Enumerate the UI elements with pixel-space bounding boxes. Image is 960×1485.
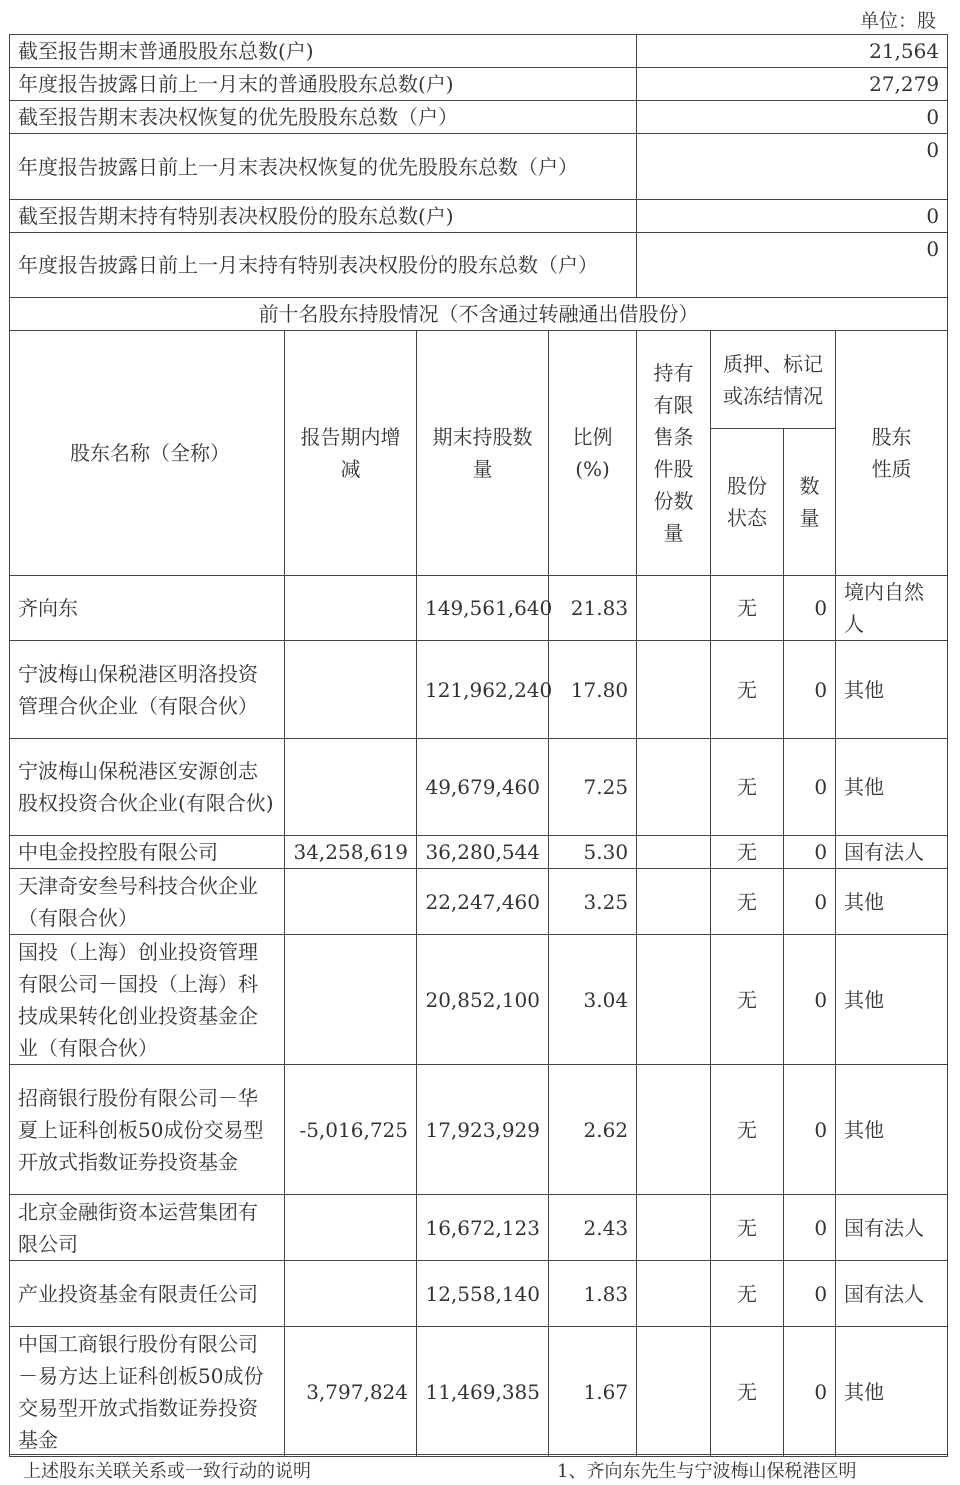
summary-label: 截至报告期末普通股股东总数(户) <box>10 35 637 68</box>
cell-restricted <box>637 1195 711 1261</box>
cell-name: 北京金融街资本运营集团有限公司 <box>10 1195 285 1261</box>
cell-status: 无 <box>711 1195 784 1261</box>
cell-name: 天津奇安叁号科技合伙企业（有限合伙） <box>10 869 285 935</box>
cell-qty: 0 <box>784 935 836 1065</box>
summary-value: 21,564 <box>637 35 948 68</box>
cell-nature: 其他 <box>836 739 948 836</box>
cell-restricted <box>637 869 711 935</box>
cell-ratio: 2.62 <box>549 1065 637 1195</box>
summary-row <box>10 35 948 68</box>
cell-restricted <box>637 1327 711 1457</box>
table-row <box>10 1195 948 1261</box>
cell-nature: 其他 <box>836 1065 948 1195</box>
cell-qty: 0 <box>784 1065 836 1195</box>
header-ratio: 比例(%) <box>549 331 637 576</box>
cell-nature: 国有法人 <box>836 836 948 869</box>
cell-name: 齐向东 <box>10 576 285 641</box>
header-shares: 期末持股数量 <box>417 331 549 576</box>
cell-change <box>285 935 417 1065</box>
table-row <box>10 836 948 869</box>
cell-nature: 国有法人 <box>836 1261 948 1327</box>
cell-shares: 36,280,544 <box>417 836 549 869</box>
table-row <box>10 739 948 836</box>
cell-restricted <box>637 739 711 836</box>
cell-status: 无 <box>711 869 784 935</box>
cell-ratio: 1.67 <box>549 1327 637 1457</box>
cell-change: 34,258,619 <box>285 836 417 869</box>
cell-shares: 49,679,460 <box>417 739 549 836</box>
summary-label: 年度报告披露日前上一月末持有特别表决权股份的股东总数（户） <box>10 233 637 298</box>
table-row <box>10 1065 948 1195</box>
cell-ratio: 2.43 <box>549 1195 637 1261</box>
cell-change <box>285 576 417 641</box>
cell-status: 无 <box>711 1261 784 1327</box>
cell-qty: 0 <box>784 836 836 869</box>
cell-restricted <box>637 1065 711 1195</box>
cell-shares: 20,852,100 <box>417 935 549 1065</box>
table-row <box>10 869 948 935</box>
table-row <box>10 576 948 641</box>
shareholder-table <box>9 34 948 1457</box>
cell-change: -5,016,725 <box>285 1065 417 1195</box>
cell-ratio: 21.83 <box>549 576 637 641</box>
summary-label: 截至报告期末持有特别表决权股份的股东总数(户) <box>10 200 637 233</box>
header-row <box>10 331 948 429</box>
cell-change: 3,797,824 <box>285 1327 417 1457</box>
cell-ratio: 7.25 <box>549 739 637 836</box>
cell-ratio: 3.04 <box>549 935 637 1065</box>
cell-status: 无 <box>711 836 784 869</box>
cell-qty: 0 <box>784 1327 836 1457</box>
cell-status: 无 <box>711 1327 784 1457</box>
header-pledge: 质押、标记或冻结情况 <box>711 331 836 429</box>
cell-shares: 121,962,240 <box>417 641 549 739</box>
summary-label: 年度报告披露日前上一月末表决权恢复的优先股股东总数（户） <box>10 134 637 200</box>
cell-name: 宁波梅山保税港区安源创志股权投资合伙企业(有限合伙) <box>10 739 285 836</box>
summary-value: 27,279 <box>637 68 948 101</box>
table-row <box>10 1261 948 1327</box>
cell-qty: 0 <box>784 641 836 739</box>
cell-nature: 境内自然人 <box>836 576 948 641</box>
cell-shares: 149,561,640 <box>417 576 549 641</box>
summary-row <box>10 68 948 101</box>
header-pledge-status: 股份状态 <box>711 429 784 576</box>
header-restricted: 持有有限售条件股份数量 <box>637 331 711 576</box>
cell-nature: 其他 <box>836 1327 948 1457</box>
summary-label: 年度报告披露日前上一月末的普通股股东总数(户) <box>10 68 637 101</box>
summary-row <box>10 233 948 298</box>
cell-change <box>285 739 417 836</box>
cell-change <box>285 641 417 739</box>
summary-row <box>10 101 948 134</box>
cell-nature: 其他 <box>836 641 948 739</box>
cell-shares: 16,672,123 <box>417 1195 549 1261</box>
summary-value: 0 <box>637 200 948 233</box>
summary-value: 0 <box>637 233 948 298</box>
cell-shares: 17,923,929 <box>417 1065 549 1195</box>
cell-status: 无 <box>711 1065 784 1195</box>
cell-name: 国投（上海）创业投资管理有限公司－国投（上海）科技成果转化创业投资基金企业（有限合伙） <box>10 935 285 1065</box>
cell-restricted <box>637 1261 711 1327</box>
summary-value: 0 <box>637 134 948 200</box>
cell-restricted <box>637 836 711 869</box>
table-row <box>10 641 948 739</box>
cell-status: 无 <box>711 576 784 641</box>
cell-change <box>285 1261 417 1327</box>
header-change: 报告期内增减 <box>285 331 417 576</box>
cell-name: 中电金投控股有限公司 <box>10 836 285 869</box>
cell-nature: 国有法人 <box>836 1195 948 1261</box>
cell-ratio: 17.80 <box>549 641 637 739</box>
cell-qty: 0 <box>784 576 836 641</box>
section-title-row <box>10 298 948 331</box>
cell-name: 宁波梅山保税港区明洛投资管理合伙企业（有限合伙） <box>10 641 285 739</box>
cell-qty: 0 <box>784 1195 836 1261</box>
table-row <box>10 935 948 1065</box>
cell-status: 无 <box>711 739 784 836</box>
header-pledge-qty: 数量 <box>784 429 836 576</box>
table-row <box>10 1327 948 1457</box>
cell-shares: 22,247,460 <box>417 869 549 935</box>
cell-change <box>285 1195 417 1261</box>
related-party-footer <box>9 1454 947 1485</box>
cell-status: 无 <box>711 935 784 1065</box>
unit-label: 单位：股 <box>859 10 936 32</box>
cell-restricted <box>637 935 711 1065</box>
cell-ratio: 5.30 <box>549 836 637 869</box>
cell-shares: 12,558,140 <box>417 1261 549 1327</box>
cell-status: 无 <box>711 641 784 739</box>
footer-right-text: 1、齐向东先生与宁波梅山保税港区明 <box>557 1461 857 1482</box>
cell-shares: 11,469,385 <box>417 1327 549 1457</box>
cell-name: 产业投资基金有限责任公司 <box>10 1261 285 1327</box>
cell-change <box>285 869 417 935</box>
summary-row <box>10 134 948 200</box>
header-name: 股东名称（全称） <box>10 331 285 576</box>
cell-ratio: 3.25 <box>549 869 637 935</box>
cell-qty: 0 <box>784 1261 836 1327</box>
cell-nature: 其他 <box>836 869 948 935</box>
cell-restricted <box>637 641 711 739</box>
summary-value: 0 <box>637 101 948 134</box>
cell-nature: 其他 <box>836 935 948 1065</box>
cell-ratio: 1.83 <box>549 1261 637 1327</box>
summary-row <box>10 200 948 233</box>
cell-qty: 0 <box>784 739 836 836</box>
footer-left-text: 上述股东关联关系或一致行动的说明 <box>23 1461 311 1482</box>
section-title: 前十名股东持股情况（不含通过转融通出借股份） <box>10 298 948 331</box>
cell-name: 中国工商银行股份有限公司－易方达上证科创板50成份交易型开放式指数证券投资基金 <box>10 1327 285 1457</box>
cell-name: 招商银行股份有限公司－华夏上证科创板50成份交易型开放式指数证券投资基金 <box>10 1065 285 1195</box>
cell-restricted <box>637 576 711 641</box>
cell-qty: 0 <box>784 869 836 935</box>
summary-label: 截至报告期末表决权恢复的优先股股东总数（户） <box>10 101 637 134</box>
header-nature: 股东性质 <box>836 331 948 576</box>
